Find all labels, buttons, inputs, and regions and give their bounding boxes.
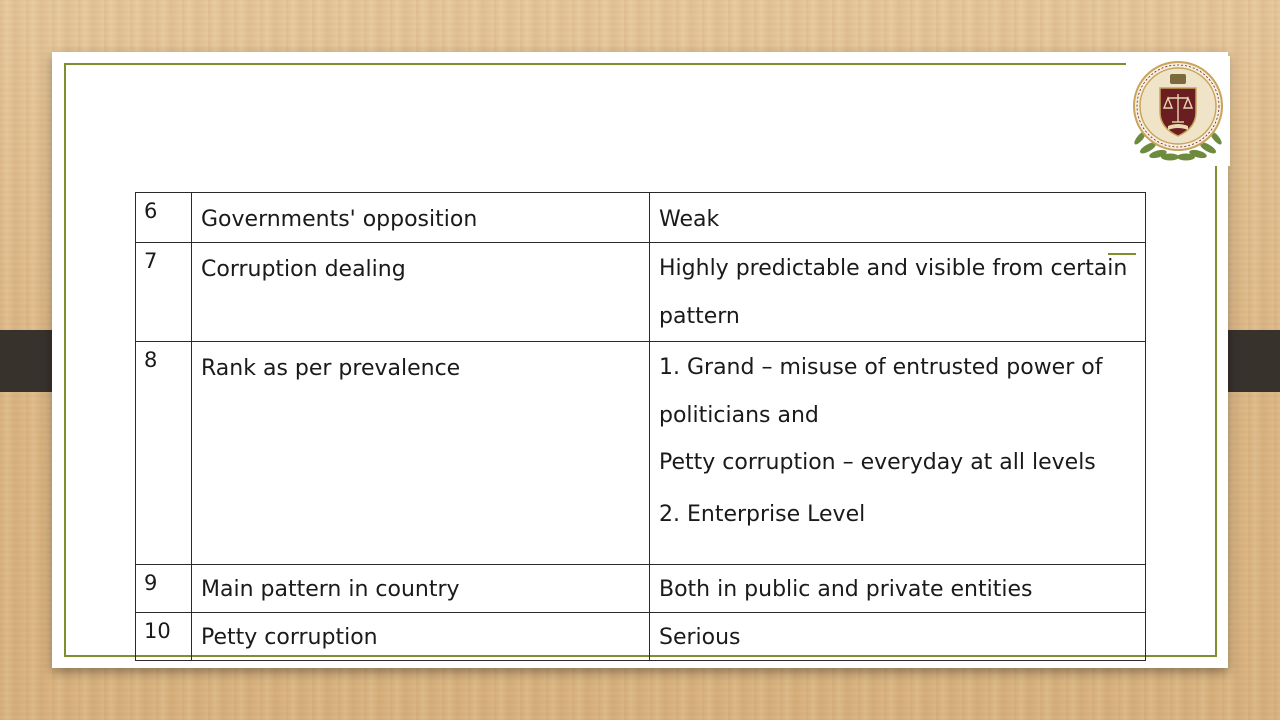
- row-value-line: Weak: [659, 207, 720, 232]
- row-number: 6: [136, 193, 192, 243]
- row-value-line: Petty corruption – everyday at all levels: [659, 450, 1096, 475]
- row-number: 7: [136, 243, 192, 342]
- row-value: [650, 565, 1146, 613]
- row-value-line: 1. Grand – misuse of entrusted power of politicians and: [659, 355, 1103, 428]
- frame-line-right: [1215, 166, 1217, 657]
- table-row: [136, 342, 1146, 565]
- row-number: 10: [136, 613, 192, 661]
- institution-logo: [1126, 56, 1230, 166]
- table-row: [136, 565, 1146, 613]
- row-item: Rank as per prevalence: [192, 342, 650, 565]
- frame-line-top: [64, 63, 1146, 65]
- row-value: [650, 193, 1146, 243]
- table-row: [136, 193, 1146, 243]
- row-item: Governments' opposition: [192, 193, 650, 243]
- row-value: [650, 342, 1146, 565]
- row-value-line: Serious: [659, 625, 741, 650]
- row-item: Petty corruption: [192, 613, 650, 661]
- row-value-line: Highly predictable and visible from certain pattern: [659, 256, 1128, 329]
- frame-line-left: [64, 63, 66, 657]
- row-number: 8: [136, 342, 192, 565]
- table-row: [136, 243, 1146, 342]
- data-table: [135, 192, 1146, 661]
- row-value: [650, 613, 1146, 661]
- row-item: Main pattern in country: [192, 565, 650, 613]
- row-value: [650, 243, 1146, 342]
- row-value-line: Both in public and private entities: [659, 577, 1033, 602]
- row-item: Corruption dealing: [192, 243, 650, 342]
- row-number: 9: [136, 565, 192, 613]
- table-row: [136, 613, 1146, 661]
- row-value-line: 2. Enterprise Level: [659, 502, 866, 527]
